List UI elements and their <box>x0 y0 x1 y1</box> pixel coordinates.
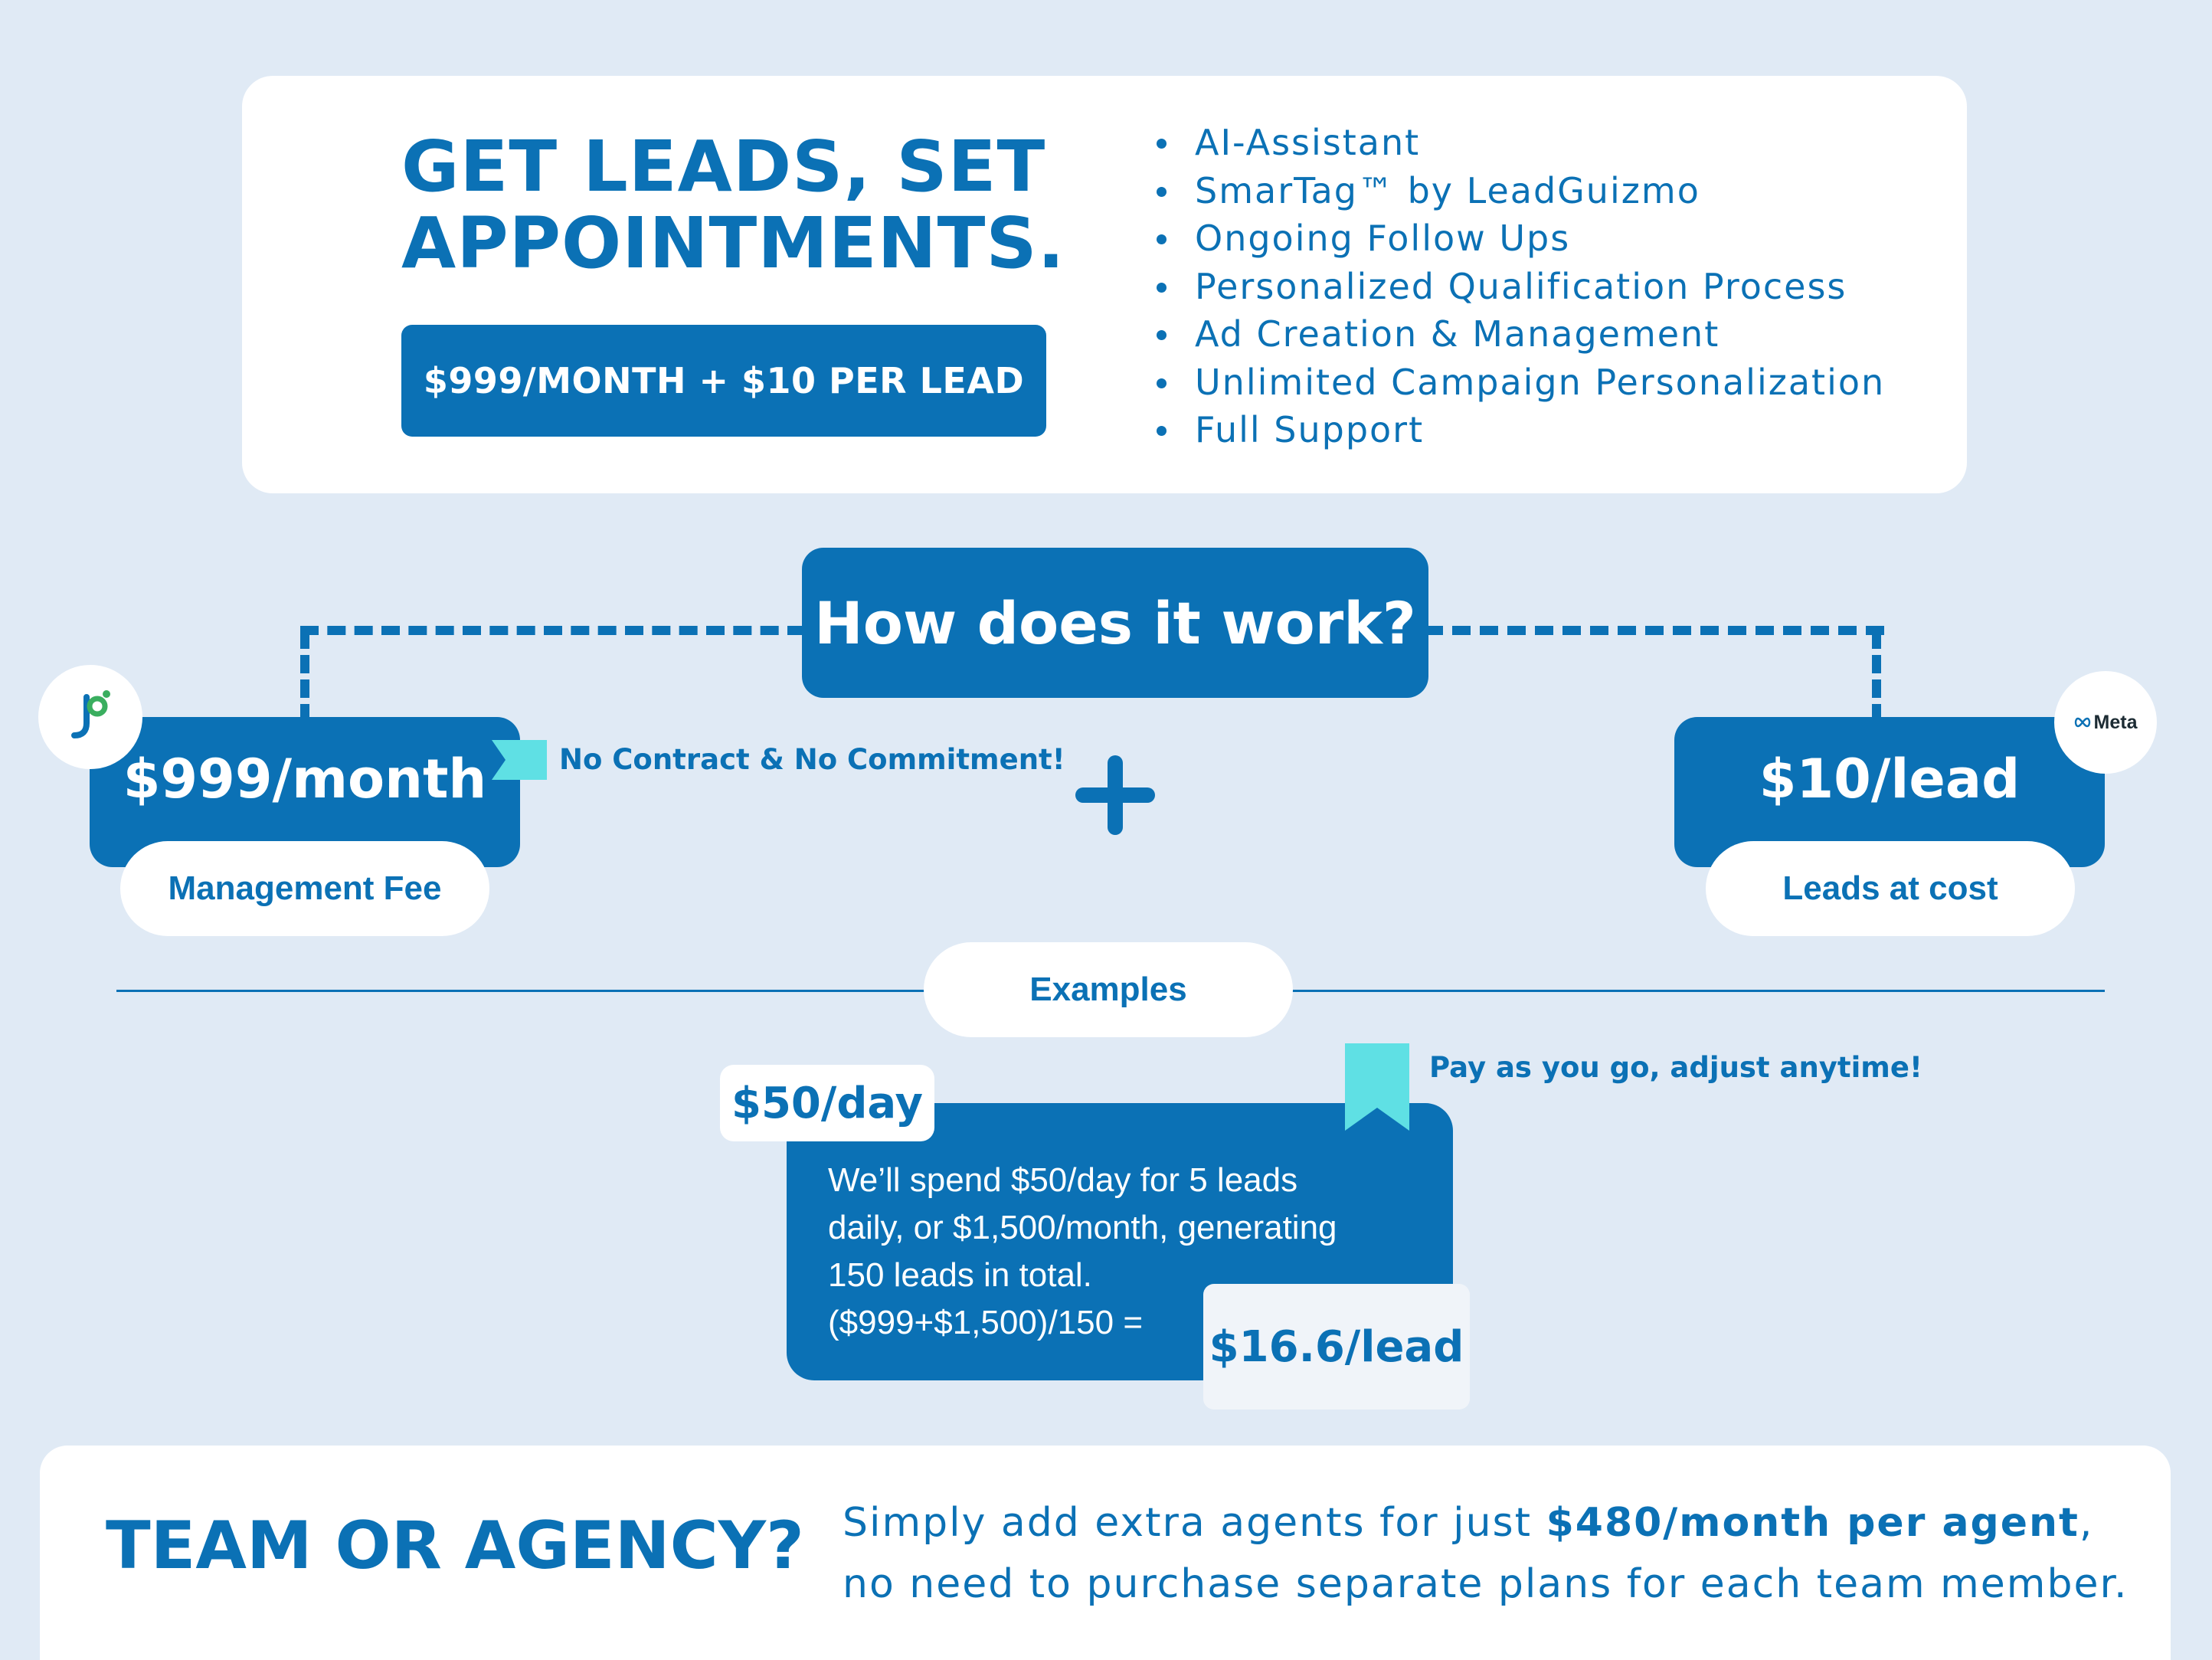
bookmark-icon <box>1345 1043 1409 1131</box>
team-line-1 <box>843 1492 2145 1554</box>
pay-as-you-go-tag: Pay as you go, adjust anytime! <box>1429 1051 1922 1084</box>
team-description <box>843 1492 2145 1615</box>
team-title: TEAM OR AGENCY? <box>106 1508 804 1584</box>
management-fee-pill: Management Fee <box>120 841 489 936</box>
plus-icon <box>1072 752 1158 838</box>
feature-list <box>1157 119 1953 454</box>
feature-item: Ad Creation & Management <box>1157 310 1953 359</box>
no-contract-tag: No Contract & No Commitment! <box>559 743 1065 776</box>
example-line: daily, or $1,500/month, generating <box>828 1209 1337 1246</box>
meta-infinity-icon <box>2074 717 2091 728</box>
feature-item: Personalized Qualification Process <box>1157 263 1953 311</box>
connector-right-down <box>1872 630 1881 722</box>
headline-line-2: APPOINTMENTS. <box>401 202 1065 284</box>
hero-headline <box>401 126 1091 284</box>
examples-pill: Examples <box>924 942 1293 1037</box>
daily-budget-label: $50/day <box>720 1065 934 1141</box>
meta-logo-text: Meta <box>2093 711 2138 733</box>
connector-left <box>300 626 806 635</box>
feature-item: AI-Assistant <box>1157 119 1953 167</box>
feature-item: Unlimited Campaign Personalization <box>1157 359 1953 407</box>
example-line: We’ll spend $50/day for 5 leads <box>828 1161 1298 1199</box>
example-line: ($999+$1,500)/150 = <box>828 1304 1144 1341</box>
pricing-button[interactable]: $999/MONTH + $10 PER LEAD <box>401 325 1046 437</box>
how-it-works-title: How does it work? <box>802 548 1428 698</box>
feature-item: Full Support <box>1157 406 1953 454</box>
team-price-highlight: $480/month per agent <box>1546 1500 2079 1546</box>
ribbon-icon <box>492 740 547 780</box>
connector-left-down <box>300 630 309 722</box>
team-line-2: no need to purchase separate plans for each team member. <box>843 1561 2129 1607</box>
team-text-pre: Simply add extra agents for just <box>843 1500 1546 1546</box>
feature-item: Ongoing Follow Ups <box>1157 214 1953 263</box>
lead-cost-price: $10/lead <box>1759 748 2021 810</box>
headline-line-1: GET LEADS, SET <box>401 126 1046 208</box>
team-text-post: , <box>2079 1500 2094 1546</box>
feature-item: SmarTag™ by LeadGuizmo <box>1157 167 1953 215</box>
cost-per-lead-result: $16.6/lead <box>1203 1284 1470 1410</box>
meta-logo <box>2054 671 2157 774</box>
example-line: 150 leads in total. <box>828 1256 1092 1294</box>
leadguizmo-icon <box>64 686 117 748</box>
connector-right <box>1425 626 1884 635</box>
management-fee-price: $999/month <box>123 748 487 810</box>
leadguizmo-logo <box>38 665 142 769</box>
lead-cost-pill: Leads at cost <box>1706 841 2075 936</box>
